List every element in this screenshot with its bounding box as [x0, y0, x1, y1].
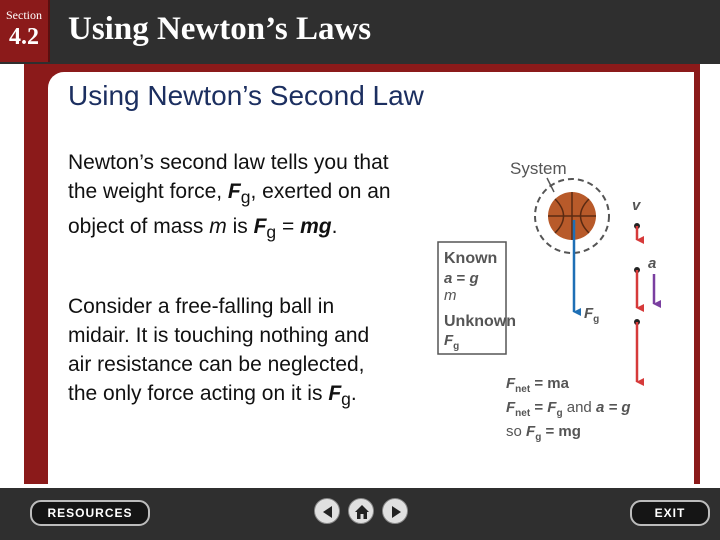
section-label: Section: [6, 8, 42, 22]
para1-text-3: is: [226, 215, 254, 239]
equation-fnet-ma: $F_{net}$ = ma: [506, 375, 569, 395]
para1-sub-g2: g: [266, 222, 277, 243]
home-button[interactable]: [348, 498, 374, 524]
section-badge: [0, 0, 50, 62]
basketball-seams: [548, 192, 596, 240]
section-number: 4.2: [9, 24, 39, 50]
free-fall-diagram: [432, 152, 682, 452]
known-a-equals-g: a = g: [444, 270, 479, 287]
para1-mg: mg: [300, 215, 332, 239]
weight-force-label: $F_g$: [584, 305, 600, 325]
resources-button[interactable]: RESOURCES: [30, 500, 150, 526]
velocity-label: v: [632, 197, 641, 214]
chapter-title: Using Newton’s Laws: [68, 11, 372, 47]
paragraph-weight-force: [68, 148, 398, 247]
forward-icon: [383, 499, 409, 525]
para1-text-4: =: [276, 215, 301, 239]
back-icon: [315, 499, 341, 525]
known-label: Known: [444, 250, 498, 267]
para1-sub-g: g: [240, 187, 251, 208]
equation-fg-mg: so $F_g$ = mg: [506, 423, 581, 443]
para1-F2: F: [253, 215, 267, 239]
para2-F: F: [328, 382, 342, 405]
para2-text-2: .: [350, 382, 357, 405]
equation-fnet-fg: $F_{net} = F_g$ and a = g: [506, 399, 631, 419]
para1-text-2: , exerted on an object of mass: [68, 180, 391, 239]
known-m: m: [444, 287, 457, 304]
para1-text-1: Newton’s second law tells you that the weight force,: [68, 151, 389, 203]
system-label: System: [510, 159, 567, 178]
unknown-label: Unknown: [444, 313, 516, 330]
para1-F: F: [227, 180, 241, 203]
para1-text-5: .: [331, 215, 338, 239]
para2-sub-g: g: [341, 389, 351, 410]
para1-m: m: [209, 215, 227, 239]
slide-heading: Using Newton’s Second Law: [68, 80, 424, 111]
paragraph-free-fall: [68, 292, 398, 414]
back-button[interactable]: [314, 498, 340, 524]
exit-button[interactable]: EXIT: [630, 500, 710, 526]
forward-button[interactable]: [382, 498, 408, 524]
para2-text-1: Consider a free-falling ball in midair. It is touching nothing and air resistance can be neglected, the only force acting on it is: [68, 295, 370, 405]
home-icon: [349, 499, 375, 525]
unknown-fg: $F_g$: [444, 332, 460, 352]
acceleration-label: a: [648, 255, 657, 272]
